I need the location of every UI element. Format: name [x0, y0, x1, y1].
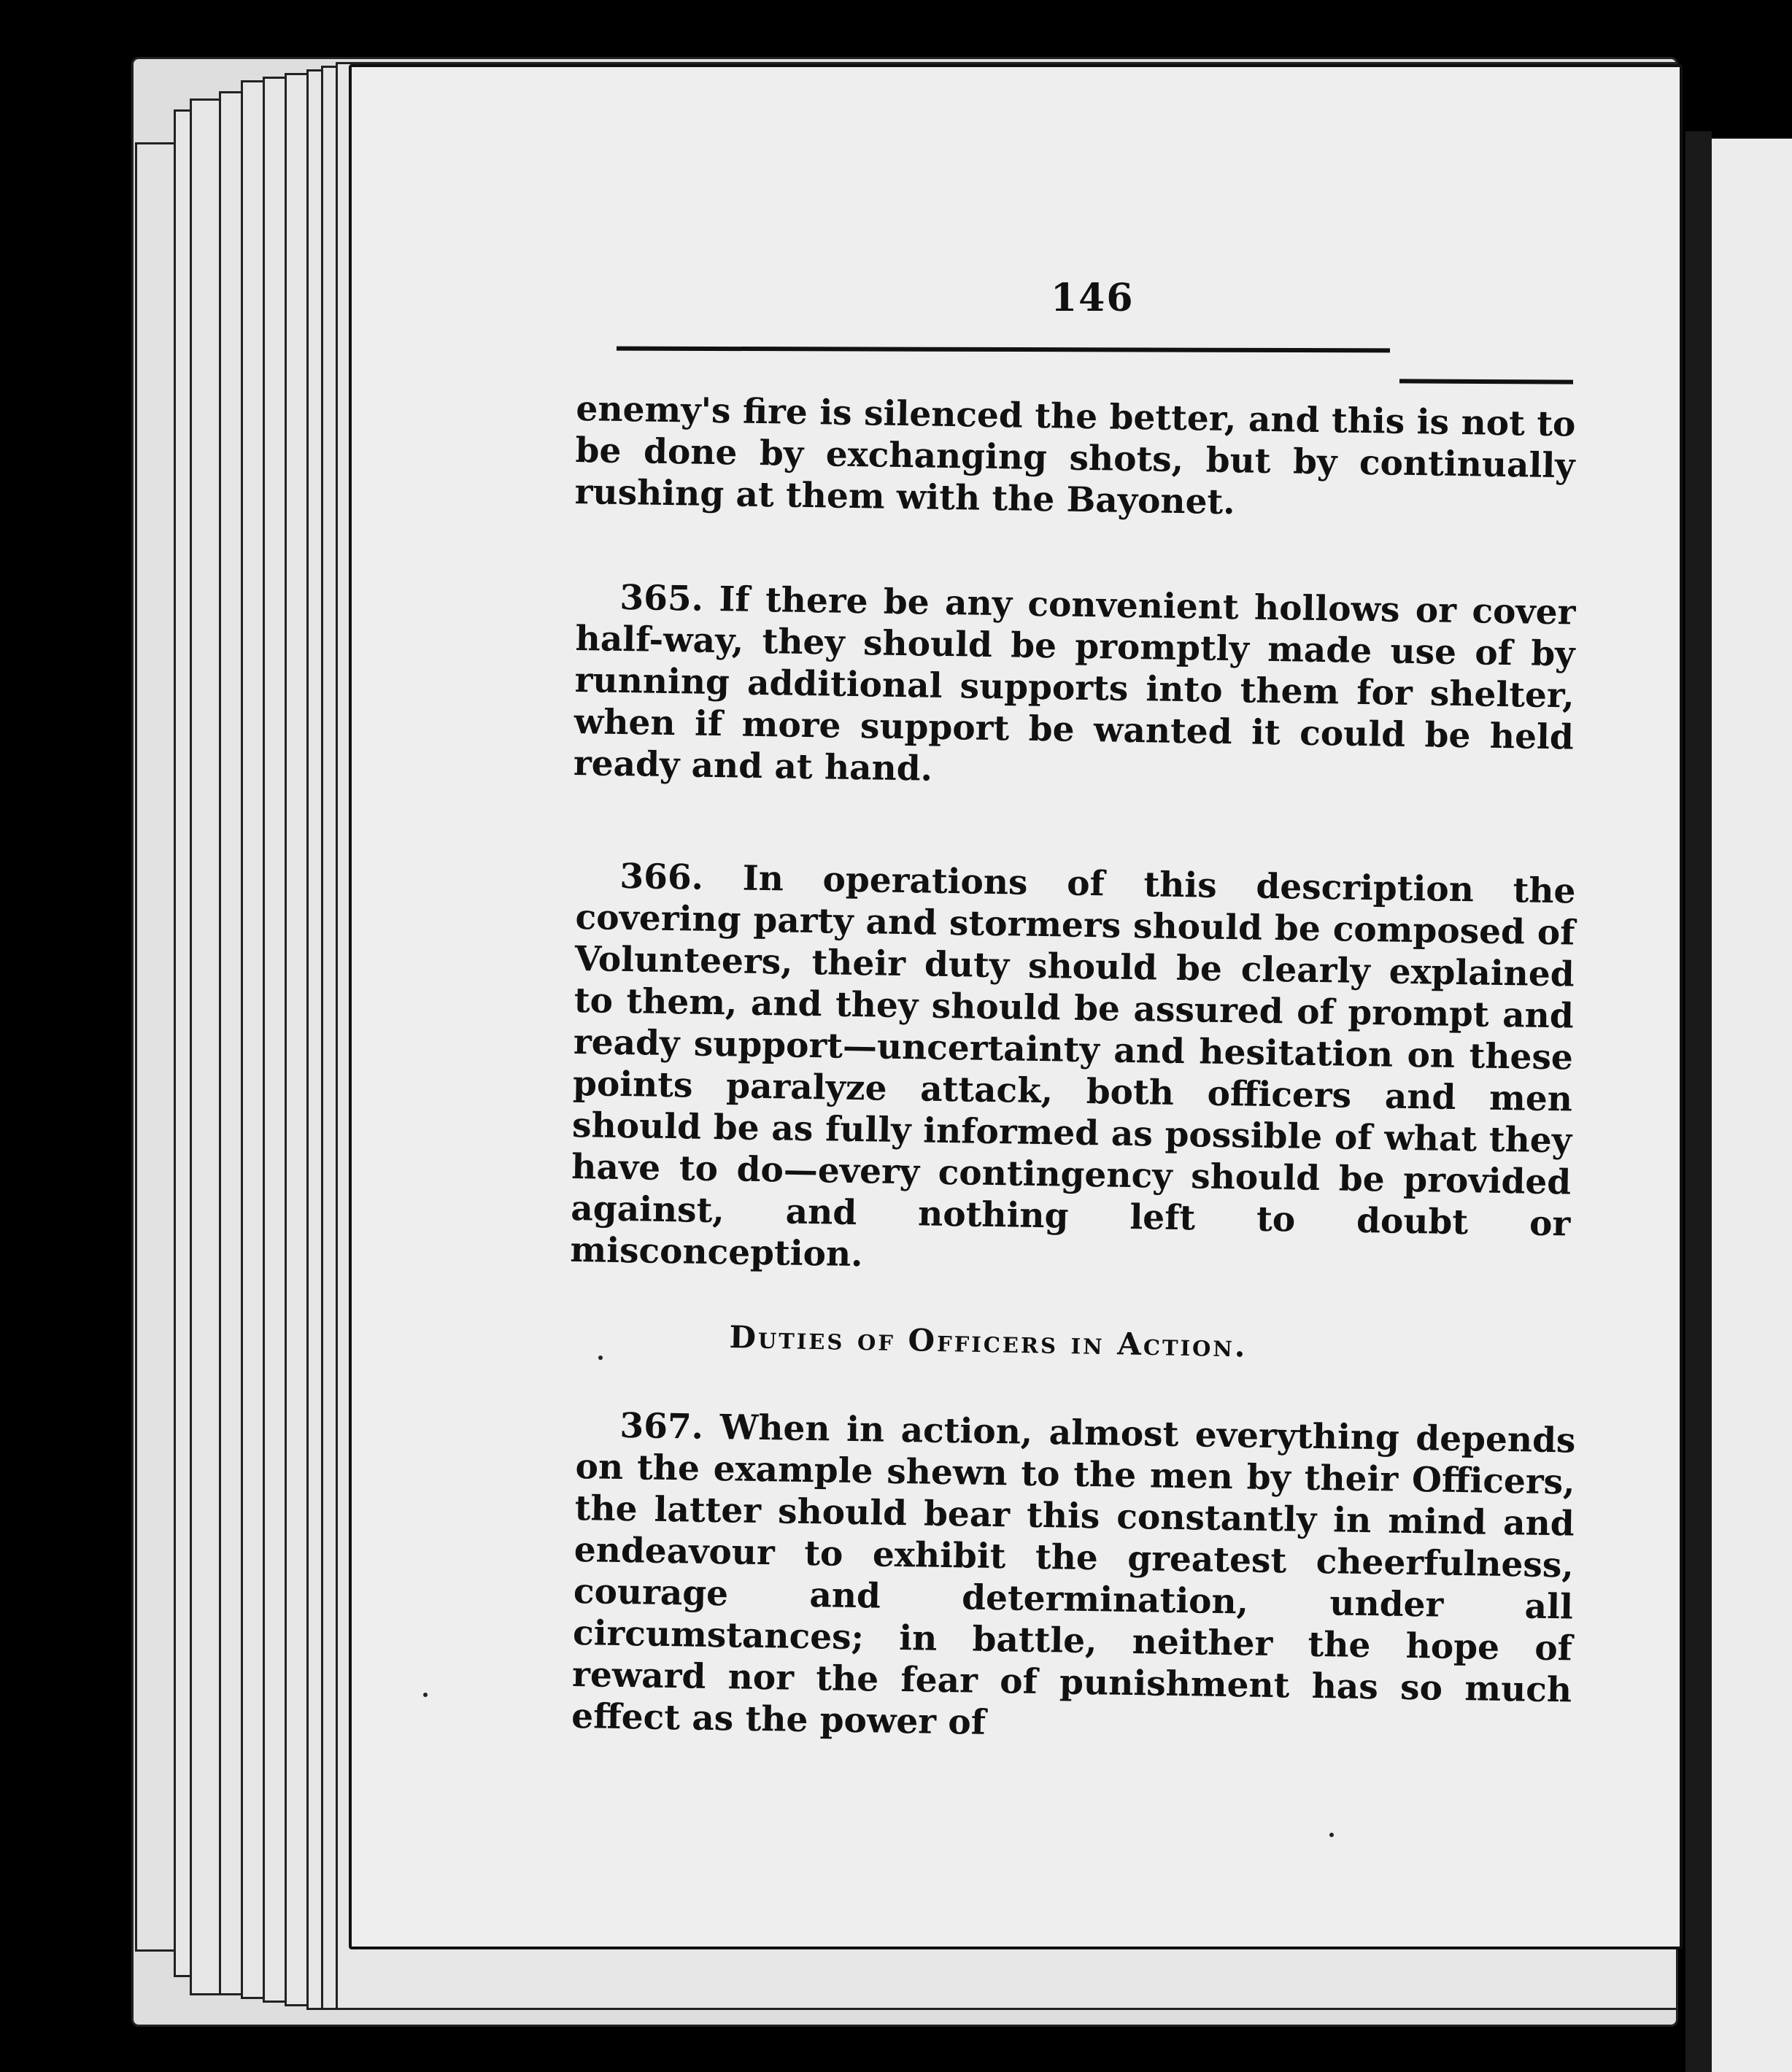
header-rule-short — [1399, 379, 1573, 384]
ink-speck — [423, 1693, 428, 1697]
page-number: 146 — [1051, 276, 1135, 320]
paragraph-365 — [573, 576, 1576, 800]
paragraph-text: enemy's fire is silenced the better, and this is not to be done by exchanging shots, but by continually rushing at them with the Bayonet. — [574, 388, 1576, 523]
paragraph-continuation — [574, 388, 1576, 528]
ink-speck — [598, 1356, 603, 1360]
paragraph-text: 365. If there be any convenient hollows or cover half-way, they should be promptly made use of by running additional supports into them for shelter, when if more support be wanted it could be held ready and at hand. — [573, 577, 1576, 789]
section-heading: Duties of Officers in Action. — [729, 1319, 1248, 1364]
paragraph-text: 367. When in action, almost everything depends on the example shewn to the men by their Officers, the latter should bear this constantly in mind and endeavour to exhibit the greatest cheerfulness, courage and determination, under all circumstances; in battle, neither the hope of reward nor the fear of punishment has so much effect as the power of — [571, 1405, 1576, 1743]
paragraph-text: 366. In operations of this description the covering party and stormers should be composed of Volunteers, their duty should be clearly explained to them, and they should be assured of prompt and ready support—uncertainty and hesitation on these points paralyze attack, both officers and men should be as fully informed as possible of what they have to do—every contingency should be provided against, and nothing left to doubt or misconception. — [570, 856, 1576, 1275]
paragraph-367 — [571, 1404, 1576, 1752]
gutter-shadow — [1685, 131, 1712, 2072]
paragraph-366 — [570, 855, 1576, 1286]
ink-speck — [1329, 1833, 1334, 1837]
facing-page-edge — [1712, 139, 1792, 2072]
